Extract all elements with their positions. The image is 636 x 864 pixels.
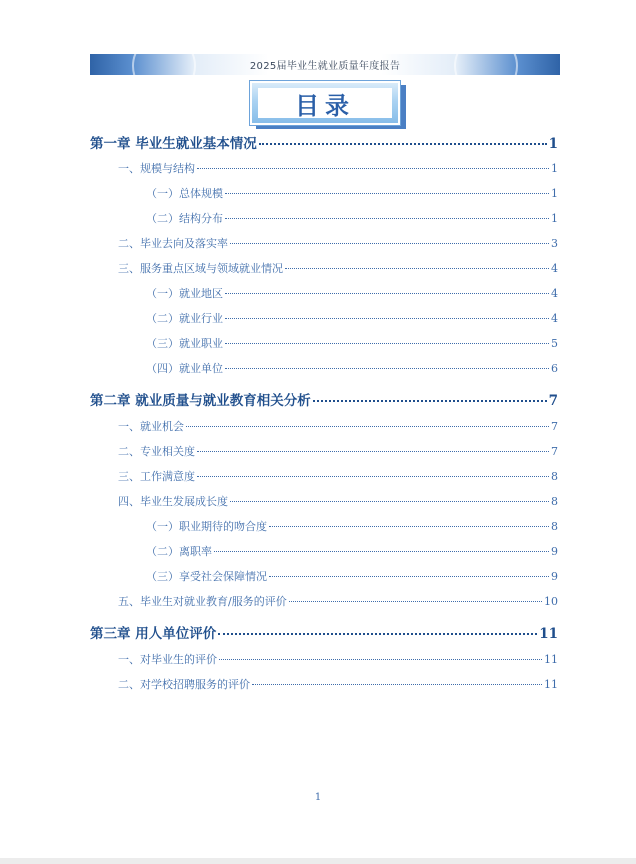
- toc-entry-label: 四、毕业生发展成长度: [118, 495, 228, 508]
- toc-dot-leader: [225, 193, 549, 194]
- toc-entry-page: 11: [539, 626, 558, 642]
- toc-entry-page: 4: [551, 312, 558, 325]
- toc-entry-page: 1: [551, 212, 558, 225]
- toc-section-entry[interactable]: [118, 235, 558, 251]
- toc-section-entry[interactable]: [118, 493, 558, 509]
- toc-chapter-entry[interactable]: [90, 132, 558, 152]
- toc-dot-leader: [313, 400, 547, 402]
- toc-entry-page: 1: [551, 187, 558, 200]
- toc-section-entry[interactable]: [118, 418, 558, 434]
- toc-entry-label: 一、对毕业生的评价: [118, 653, 217, 666]
- toc-entry-label: （二）就业行业: [146, 312, 223, 325]
- toc-entry-label: （一）就业地区: [146, 287, 223, 300]
- toc-section-entry[interactable]: [146, 568, 558, 584]
- toc-entry-page: 11: [544, 653, 558, 666]
- toc-dot-leader: [269, 526, 549, 527]
- toc-entry-label: 一、规模与结构: [118, 162, 195, 175]
- toc-entry-label: （一）职业期待的吻合度: [146, 520, 267, 533]
- toc-entry-page: 1: [548, 136, 558, 152]
- toc-title-badge-inner: [258, 88, 392, 118]
- toc-dot-leader: [186, 426, 549, 427]
- toc-entry-label: 三、工作满意度: [118, 470, 195, 483]
- toc-entry-label: （三）就业职业: [146, 337, 223, 350]
- toc-entry-page: 6: [551, 362, 558, 375]
- toc-dot-leader: [225, 318, 549, 319]
- toc-entry-label: （二）离职率: [146, 545, 212, 558]
- toc-entry-label: （三）享受社会保障情况: [146, 570, 267, 583]
- toc-dot-leader: [197, 476, 549, 477]
- toc-entry-page: 8: [551, 520, 558, 533]
- toc-entry-page: 7: [551, 445, 558, 458]
- toc-section-entry[interactable]: [146, 518, 558, 534]
- toc-entry-page: 7: [551, 420, 558, 433]
- toc-section-entry[interactable]: [118, 468, 558, 484]
- header-title: 2025届毕业生就业质量年度报告: [249, 61, 401, 72]
- toc-dot-leader: [197, 451, 549, 452]
- toc-entry-label: 五、毕业生对就业教育/服务的评价: [118, 595, 287, 608]
- toc-entry-page: 10: [544, 595, 558, 608]
- toc-entry-page: 5: [551, 337, 558, 350]
- toc-entry-page: 8: [551, 495, 558, 508]
- toc-entry-label: 一、就业机会: [118, 420, 184, 433]
- toc-section-entry[interactable]: [118, 676, 558, 692]
- toc-section-entry[interactable]: [146, 285, 558, 301]
- toc-dot-leader: [219, 659, 542, 660]
- toc-entry-label: 三、服务重点区域与领域就业情况: [118, 262, 283, 275]
- toc-entry-label: （四）就业单位: [146, 362, 223, 375]
- toc-entry-label: （一）总体规模: [146, 187, 223, 200]
- toc-entry-label: 二、毕业去向及落实率: [118, 237, 228, 250]
- toc-entry-page: 4: [551, 287, 558, 300]
- toc-dot-leader: [225, 293, 549, 294]
- toc-dot-leader: [252, 684, 542, 685]
- toc-entry-page: 9: [551, 545, 558, 558]
- toc-entry-label: （二）结构分布: [146, 212, 223, 225]
- toc-dot-leader: [230, 501, 549, 502]
- toc-section-entry[interactable]: [146, 335, 558, 351]
- toc-dot-leader: [225, 368, 549, 369]
- toc-section-entry[interactable]: [146, 360, 558, 376]
- toc-section-entry[interactable]: [118, 160, 558, 176]
- toc-section-entry[interactable]: [118, 443, 558, 459]
- toc-entry-label: 第二章 就业质量与就业教育相关分析: [90, 393, 311, 409]
- toc-section-entry[interactable]: [146, 185, 558, 201]
- toc-dot-leader: [218, 633, 537, 635]
- toc-entry-page: 7: [548, 393, 558, 409]
- toc-entry-page: 11: [544, 678, 558, 691]
- toc-entry-label: 二、对学校招聘服务的评价: [118, 678, 250, 691]
- header-banner: [90, 54, 560, 75]
- toc-title-badge: [250, 81, 400, 125]
- toc-section-entry[interactable]: [146, 310, 558, 326]
- toc-entry-page: 3: [551, 237, 558, 250]
- toc-section-entry[interactable]: [118, 593, 558, 609]
- toc-entry-page: 9: [551, 570, 558, 583]
- toc-dot-leader: [259, 143, 547, 145]
- toc-title: 目录: [295, 91, 355, 120]
- toc-entry-label: 第三章 用人单位评价: [90, 626, 217, 642]
- toc-section-entry[interactable]: [146, 543, 558, 559]
- toc-entry-label: 第一章 毕业生就业基本情况: [90, 136, 257, 152]
- toc-entry-label: 二、专业相关度: [118, 445, 195, 458]
- toc-dot-leader: [225, 218, 549, 219]
- toc-section-entry[interactable]: [146, 210, 558, 226]
- toc-section-entry[interactable]: [118, 260, 558, 276]
- toc-dot-leader: [269, 576, 549, 577]
- toc-dot-leader: [289, 601, 542, 602]
- toc-dot-leader: [225, 343, 549, 344]
- toc-dot-leader: [285, 268, 549, 269]
- toc-dot-leader: [230, 243, 549, 244]
- toc-chapter-entry[interactable]: [90, 622, 558, 642]
- toc-dot-leader: [197, 168, 549, 169]
- toc-section-entry[interactable]: [118, 651, 558, 667]
- toc-dot-leader: [214, 551, 549, 552]
- toc-entry-page: 1: [551, 162, 558, 175]
- toc-chapter-entry[interactable]: [90, 389, 558, 409]
- toc-entry-page: 8: [551, 470, 558, 483]
- page-number: 1: [314, 792, 322, 803]
- toc-entry-page: 4: [551, 262, 558, 275]
